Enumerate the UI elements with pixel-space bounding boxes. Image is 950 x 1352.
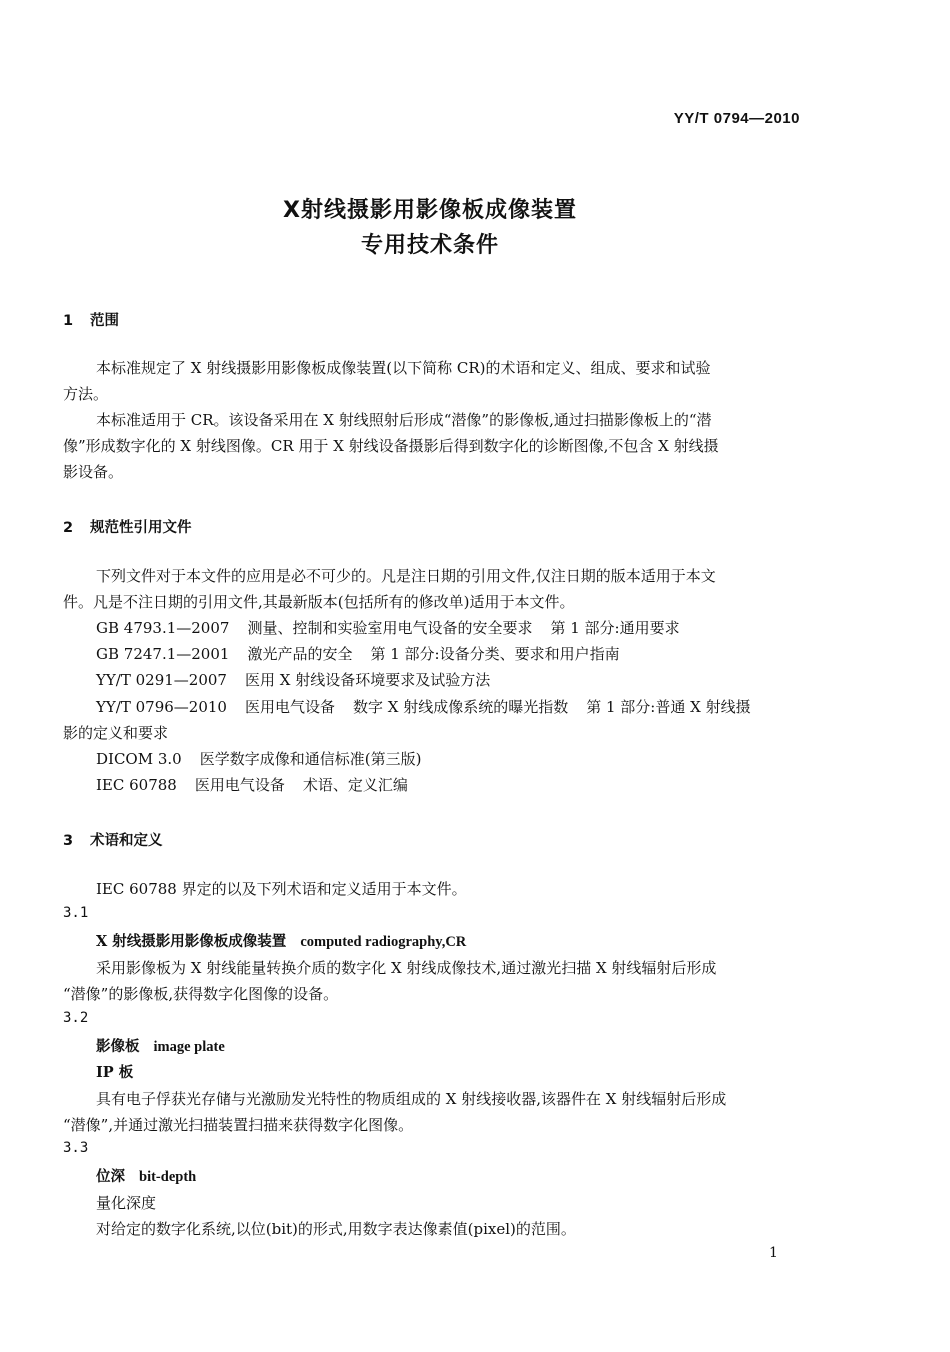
- term-heading: [96, 930, 466, 951]
- reference-title: 医用电气设备: [244, 698, 335, 716]
- term-en: bit-depth: [139, 1169, 197, 1185]
- reference-subtitle: 数字 X 射线成像系统的曝光指数: [353, 698, 569, 716]
- section-title: 规范性引用文件: [90, 520, 192, 536]
- reference-part: 第 1 部分:设备分类、要求和用户指南: [370, 645, 620, 663]
- term-cn: 位深: [96, 1168, 125, 1185]
- paragraph-line: 像”形成数字化的 X 射线图像。CR 用于 X 射线设备摄影后得到数字化的诊断图像,不包含 X 射线摄: [63, 437, 719, 455]
- reference-item: [96, 694, 751, 720]
- reference-code: YY/T 0291—2007: [96, 671, 227, 689]
- reference-part: 第 1 部分:普通 X 射线摄: [586, 698, 751, 716]
- reference-item: [96, 746, 421, 772]
- section-number: 2: [63, 520, 74, 536]
- document-title-line1: X射线摄影用影像板成像装置: [283, 198, 577, 223]
- document-title-line2: 专用技术条件: [360, 233, 499, 258]
- paragraph-line: IEC 60788 界定的以及下列术语和定义适用于本文件。: [96, 880, 467, 898]
- section-2-heading: [63, 516, 192, 537]
- paragraph-line: 下列文件对于本文件的应用是必不可少的。凡是注日期的引用文件,仅注日期的版本适用于本文: [96, 567, 716, 585]
- reference-part: 第 1 部分:通用要求: [550, 619, 680, 637]
- reference-code: YY/T 0796—2010: [96, 698, 227, 716]
- term-heading: [96, 1035, 225, 1056]
- term-alt: IP 板: [96, 1064, 134, 1081]
- reference-code: GB 7247.1—2001: [96, 645, 230, 663]
- subsection-number: 3.3: [63, 1140, 89, 1156]
- term-en: computed radiography,CR: [300, 934, 467, 950]
- section-number: 1: [63, 313, 74, 329]
- definition-line: “潜像”的影像板,获得数字化图像的设备。: [63, 985, 339, 1003]
- paragraph-line: 影设备。: [63, 463, 124, 481]
- reference-title: 激光产品的安全: [247, 645, 353, 663]
- reference-item: [96, 615, 680, 641]
- definition-line: 具有电子俘获光存储与光激励发光特性的物质组成的 X 射线接收器,该器件在 X 射线辐射后形成: [96, 1090, 727, 1108]
- definition-line: “潜像”,并通过激光扫描装置扫描来获得数字化图像。: [63, 1116, 414, 1134]
- paragraph-line: 方法。: [63, 385, 109, 403]
- paragraph-line: 本标准适用于 CR。该设备采用在 X 射线照射后形成“潜像”的影像板,通过扫描影像板上的“潜: [96, 411, 712, 429]
- paragraph-line: 件。凡是不注日期的引用文件,其最新版本(包括所有的修改单)适用于本文件。: [63, 593, 575, 611]
- reference-title: 医用 X 射线设备环境要求及试验方法: [244, 671, 491, 689]
- standard-code: YY/T 0794—2010: [673, 110, 800, 127]
- term-cn: 影像板: [96, 1038, 140, 1055]
- reference-code: GB 4793.1—2007: [96, 619, 230, 637]
- definition-line: 对给定的数字化系统,以位(bit)的形式,用数字表达像素值(pixel)的范围。: [96, 1220, 576, 1238]
- page-number: 1: [769, 1245, 778, 1261]
- section-title: 术语和定义: [90, 833, 163, 849]
- term-cn: X 射线摄影用影像板成像装置: [96, 933, 287, 950]
- section-title: 范围: [90, 313, 119, 329]
- reference-title: 测量、控制和实验室用电气设备的安全要求: [247, 619, 533, 637]
- reference-title: 医学数字成像和通信标准(第三版): [199, 750, 422, 768]
- section-number: 3: [63, 833, 74, 849]
- reference-part: 术语、定义汇编: [302, 776, 408, 794]
- reference-title: 医用电气设备: [194, 776, 285, 794]
- term-en: image plate: [153, 1039, 225, 1055]
- paragraph-line: 本标准规定了 X 射线摄影用影像板成像装置(以下简称 CR)的术语和定义、组成、要求和试验: [96, 359, 711, 377]
- section-3-heading: [63, 829, 163, 850]
- term-alt: 量化深度: [96, 1194, 157, 1212]
- reference-item: [96, 667, 490, 693]
- definition-line: 采用影像板为 X 射线能量转换介质的数字化 X 射线成像技术,通过激光扫描 X 射线辐射后形成: [96, 959, 717, 977]
- reference-code: IEC 60788: [96, 776, 177, 794]
- reference-item: [96, 772, 408, 798]
- section-1-heading: [63, 309, 119, 330]
- reference-code: DICOM 3.0: [96, 750, 182, 768]
- subsection-number: 3.1: [63, 905, 89, 921]
- reference-item: [96, 641, 620, 667]
- subsection-number: 3.2: [63, 1010, 89, 1026]
- reference-continuation: 影的定义和要求: [63, 724, 169, 742]
- term-heading: [96, 1165, 196, 1186]
